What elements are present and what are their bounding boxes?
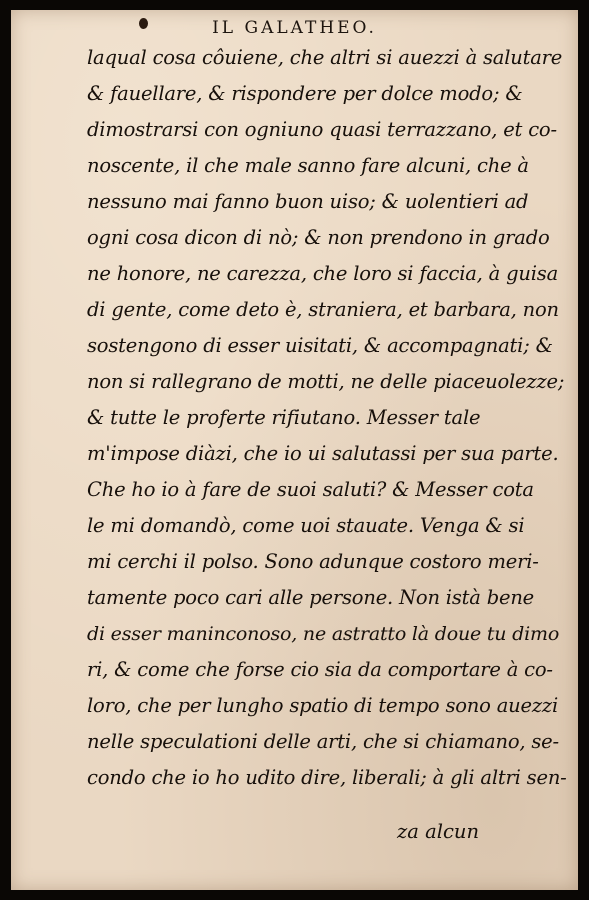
text-line: noscente, il che male sanno fare alcuni, che à [87,154,529,177]
text-line: non si rallegrano de motti, ne delle piaceuolezze; [87,370,565,393]
text-line: loro, che per lungho spatio di tempo sono auezzi [87,694,559,717]
text-line: Che ho io à fare de suoi saluti? & Messer cota [87,478,534,501]
text-line: ri, & come che forse cio sia da comportare à co- [87,658,553,681]
text-line: di gente, come deto è, straniera, et barbara, non [87,298,559,321]
text-line: mi cerchi il polso. Sono adunque costoro meri- [87,550,539,573]
text-line: condo che io ho udito dire, liberali; à gli altri sen- [87,766,567,789]
running-title: IL GALATHEO. [212,18,377,38]
book-page [11,10,578,890]
text-line: ogni cosa dicon di nò; & non prendono in grado [87,226,550,249]
text-line: & fauellare, & rispondere per dolce modo; & [87,82,523,105]
text-line: le mi domandò, come uoi stauate. Venga & si [87,514,525,537]
text-line: di esser maninconoso, ne astratto là doue tu dimo [87,623,560,645]
text-line: ne honore, ne carezza, che loro si faccia, à guisa [87,262,559,285]
catchword: za alcun [397,820,479,843]
text-line: laqual cosa côuiene, che altri si auezzi à salutare [87,46,563,69]
body-text [87,40,567,796]
text-line: nelle speculationi delle arti, che si chiamano, se- [87,730,559,753]
text-line: nessuno mai fanno buon uiso; & uolentieri ad [87,190,529,213]
text-line: dimostrarsi con ogniuno quasi terrazzano, et co- [87,118,557,141]
text-line: tamente poco cari alle persone. Non istà bene [87,586,535,609]
text-line: sostengono di esser uisitati, & accompagnati; & [87,334,553,357]
text-line: & tutte le proferte rifiutano. Messer tale [87,406,481,429]
text-line: m'impose diàzi, che io ui salutassi per sua parte. [87,442,559,465]
